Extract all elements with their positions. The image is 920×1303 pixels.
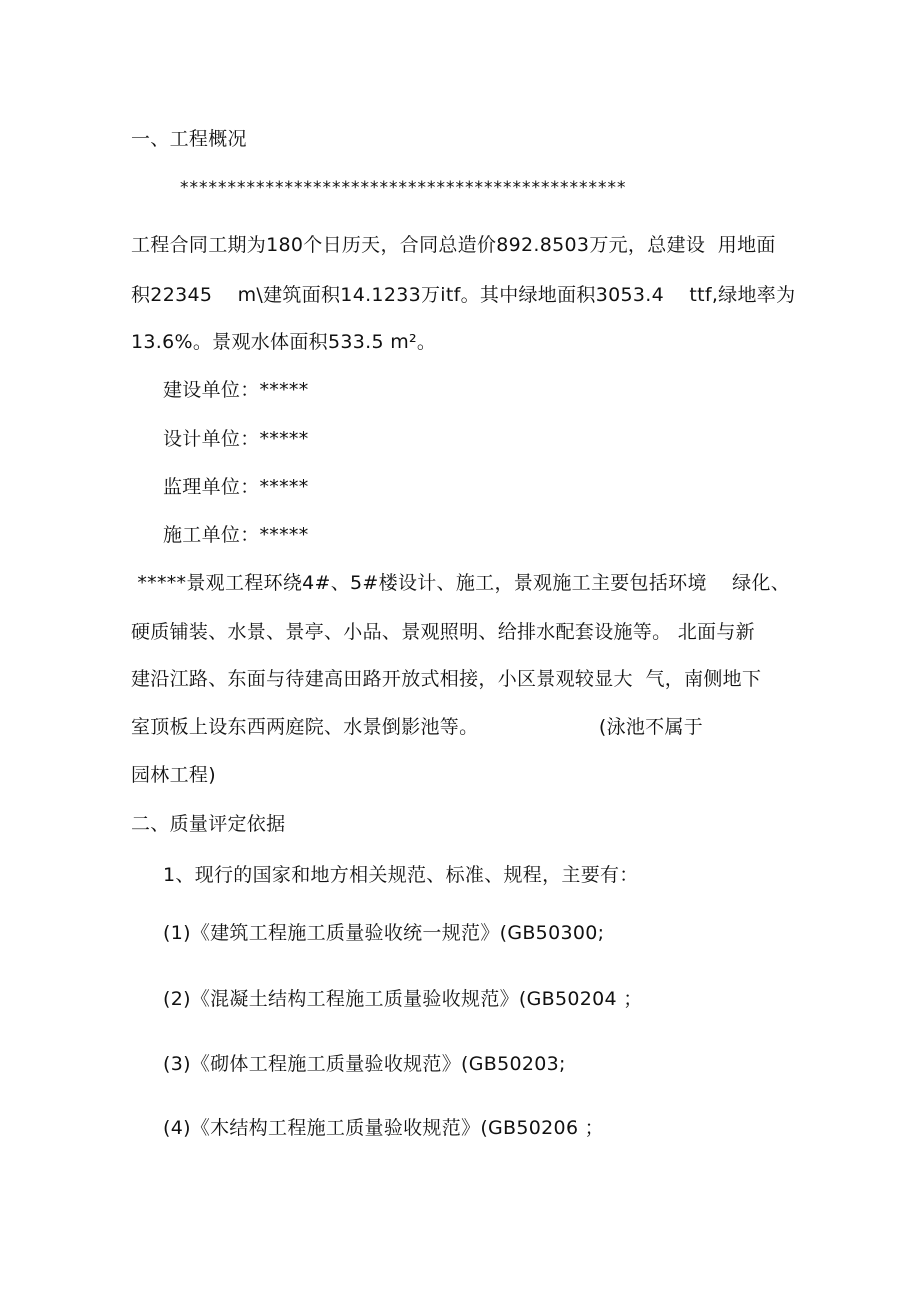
standard-item: (4)《木结构工程施工质量验收规范》(GB50206 ； <box>163 1117 604 1139</box>
scope-line: 室顶板上设东西两庭院、水景倒影池等。 (泳池不属于 <box>131 716 704 738</box>
unit-supervision: 监理单位：***** <box>163 476 309 498</box>
overview-line: 13.6%。景观水体面积533.5 m²。 <box>131 331 437 353</box>
overview-line: 积22345 m\建筑面积14.1233万itf。其中绿地面积3053.4 ttf,绿地率为 <box>131 284 796 306</box>
section-heading-overview: 一、工程概况 <box>131 128 247 150</box>
scope-line: *****景观工程环绕4#、5#楼设计、施工，景观施工主要包括环境 绿化、 <box>131 572 791 594</box>
unit-construction: 建设单位：***** <box>163 379 309 401</box>
scope-line: 硬质铺装、水景、景亭、小品、景观照明、给排水配套设施等。 北面与新 <box>131 621 755 643</box>
standards-intro: 1、现行的国家和地方相关规范、标准、规程，主要有： <box>163 864 639 886</box>
section-heading-quality-basis: 二、质量评定依据 <box>131 813 286 835</box>
standard-item: (3)《砌体工程施工质量验收规范》(GB50203; <box>163 1053 566 1075</box>
masked-project-name: *********************************************** <box>180 178 627 198</box>
unit-contractor: 施工单位：***** <box>163 524 309 546</box>
scope-line: 建沿江路、东面与待建高田路开放式相接，小区景观较显大 气，南侧地下 <box>131 668 762 690</box>
standard-item: (1)《建筑工程施工质量验收统一规范》(GB50300; <box>163 922 605 944</box>
standard-item: (2)《混凝土结构工程施工质量验收规范》(GB50204 ； <box>163 988 643 1010</box>
overview-line: 工程合同工期为180个日历天，合同总造价892.8503万元，总建设 用地面 <box>131 234 776 256</box>
scope-line: 园林工程) <box>131 764 216 786</box>
unit-design: 设计单位：***** <box>163 428 309 450</box>
